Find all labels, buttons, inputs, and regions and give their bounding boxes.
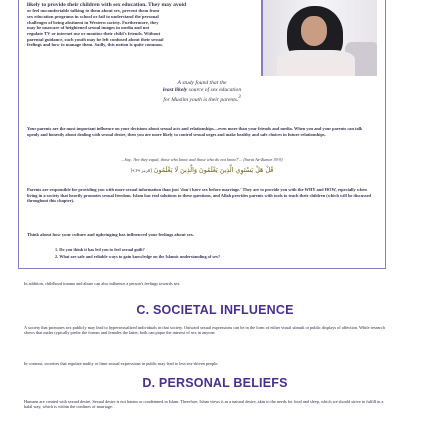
parents-influence-paragraph: Your parents are the most important influence on your decisions about sexual acts and relationships—even more than your friends and media. When you and your parents can talk openly and honestly about dealing with sexual desire, then you are more likely to control sexual urges and make healthy and safe choices in future relationships. xyxy=(27,126,363,137)
verse-translation: ...Say, 'Are they equal, those who know and those who do not know?'... (Surat Az-Zumar 39:9) xyxy=(121,157,283,162)
intro-line: feelings and how to manage them. Sadly, this notion is quite common. xyxy=(27,42,163,48)
intro-line: regulate TV or internet use or monitor their child's friends. Without xyxy=(27,31,161,37)
reflection-questions xyxy=(55,246,375,261)
intro-line: sex education programs in school or fail to understand the personal xyxy=(27,13,159,19)
societal-paragraph-2: In contrast, societies that regulate nudity or limit sexual expressions in public may lead to less sex-driven people. xyxy=(24,361,219,366)
verse-arabic xyxy=(19,166,385,174)
quote-end: for Muslim youth is their parents. xyxy=(163,96,239,103)
section-heading-societal: C. SOCIETAL INFLUENCE xyxy=(136,303,294,317)
question-item: 1. Do you think it has led you to feel sexual guilt? xyxy=(55,247,145,252)
quote-line-3 xyxy=(19,94,385,104)
personal-paragraph-1: Humans are created with sexual desire. Sexual desire is not haram or condemned in Islam. Therefore, Islam views it as a natural desire, akin to the needs for food and sleep, which we should strive to fulfill in a halal way, which is within the confines of marriage. xyxy=(24,399,384,410)
verse-reference: [الزمر ٩:٣٩] xyxy=(130,168,152,173)
quote-line-1: A study found that the xyxy=(177,80,227,86)
study-quote xyxy=(19,80,385,104)
societal-paragraph-1: A society that promotes sex publicly may lead to hypersexualized individuals in that society. Outward sexual expressions can be in the form of either visual stimuli or public displays of affection. While research shows that males typically prefer the former and females the latter, both can pique the interest of sex in anyone. xyxy=(24,325,385,336)
intro-line: parental guidance, such youth may be left confused about their sexual xyxy=(27,36,164,42)
info-box xyxy=(18,0,386,269)
question-item: 2. What are safe and reliable ways to gain knowledge on the Islamic understanding of sex? xyxy=(55,254,221,260)
intro-line: or feel uncomfortable talking to them about sex, prevent them from xyxy=(27,8,160,14)
trauma-note: In addition, childhood trauma and abuse can also influence a person's feelings towards sex. xyxy=(24,281,181,286)
box-intro-text xyxy=(27,2,257,48)
intro-line: challenges of being abstinent in Western society. Furthermore, they xyxy=(27,19,159,25)
quote-emphasis: least likely xyxy=(162,87,188,93)
reflection-prompt: Think about how your culture and upbringing has influenced your feelings about sex. xyxy=(27,232,195,237)
verse-arabic-text: قُلْ هَلْ يَسْتَوِي الَّذِينَ يَعْلَمُونَ وَالَّذِينَ لَا يَعْلَمُونَ xyxy=(153,166,274,174)
footnote-ref[interactable]: 3 xyxy=(238,95,241,100)
quote-line-2 xyxy=(19,87,385,94)
parents-responsibility-paragraph: Parents are responsible for providing you with more sexual information than just 'don't have sex before marriage.' They are to provide you with the WHY and HOW, especially when living in a society that heavily promotes sexual freedom. Islam has real solutions to these questions, and Allah provides parents with tools to teach their children (which will be discussed throughout this chapter). xyxy=(27,187,371,204)
quote-mid: source of sex education xyxy=(188,87,242,93)
intro-line: may be unaware of heightened sexual images in media and not xyxy=(27,25,150,31)
thinking-woman-photo xyxy=(261,0,377,76)
intro-line: likely to provide their children with sex education. They may avoid xyxy=(27,2,187,8)
section-heading-personal: D. PERSONAL BELIEFS xyxy=(142,376,288,390)
